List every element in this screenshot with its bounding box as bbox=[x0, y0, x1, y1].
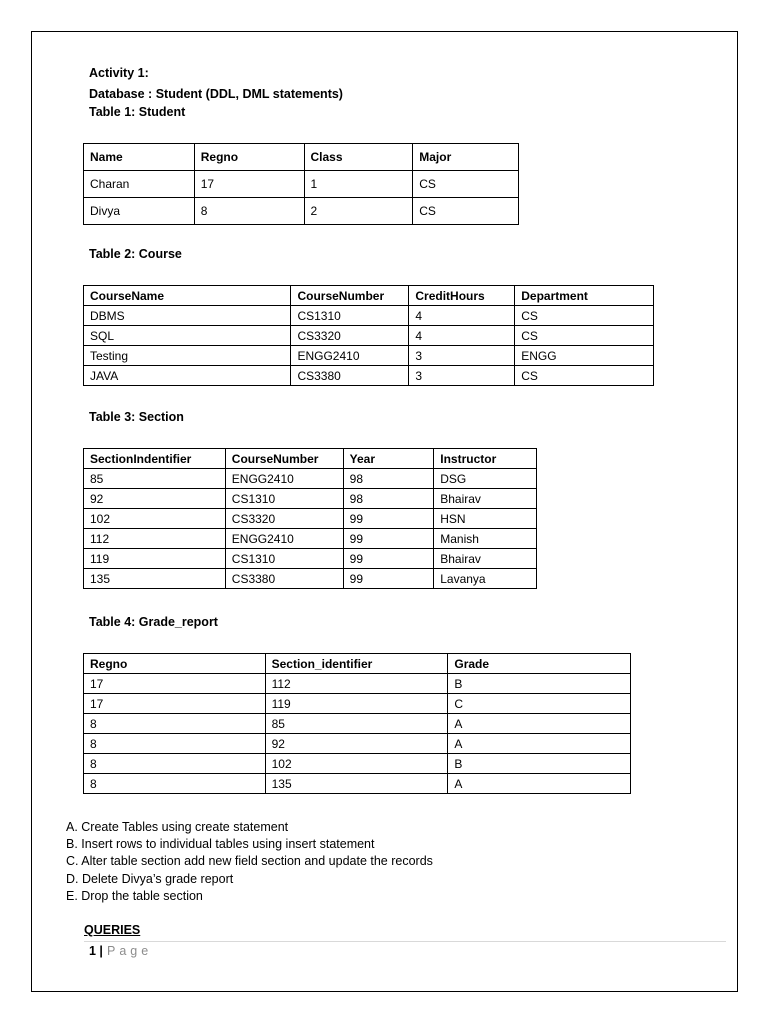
table-row bbox=[84, 734, 631, 754]
table-cell: 99 bbox=[343, 529, 434, 549]
table-cell: 3 bbox=[409, 346, 515, 366]
table-row bbox=[84, 326, 654, 346]
table-cell: CS3320 bbox=[225, 509, 343, 529]
table-cell: Charan bbox=[84, 171, 195, 198]
table-cell: 4 bbox=[409, 306, 515, 326]
table-cell: CS3320 bbox=[291, 326, 409, 346]
table-cell: CS bbox=[515, 326, 654, 346]
table-header-row bbox=[84, 449, 537, 469]
table-cell: Manish bbox=[434, 529, 537, 549]
table-cell: 8 bbox=[194, 198, 304, 225]
table-row bbox=[84, 469, 537, 489]
task-item: B. Insert rows to individual tables using insert statement bbox=[66, 837, 375, 852]
student-table bbox=[83, 143, 519, 225]
table-cell: B bbox=[448, 754, 631, 774]
table-cell: 102 bbox=[84, 509, 226, 529]
table-cell: 119 bbox=[265, 694, 448, 714]
section-table bbox=[83, 448, 537, 589]
table-cell: SQL bbox=[84, 326, 291, 346]
table-cell: ENGG2410 bbox=[225, 529, 343, 549]
table-header-row bbox=[84, 654, 631, 674]
table-cell: 98 bbox=[343, 489, 434, 509]
task-item: A. Create Tables using create statement bbox=[66, 820, 289, 834]
table-row bbox=[84, 489, 537, 509]
table-cell: 119 bbox=[84, 549, 226, 569]
table-cell: 17 bbox=[194, 171, 304, 198]
table-row bbox=[84, 171, 519, 198]
column-header: Regno bbox=[194, 144, 304, 171]
table-cell: JAVA bbox=[84, 366, 291, 386]
table-row bbox=[84, 306, 654, 326]
table-cell: ENGG2410 bbox=[291, 346, 409, 366]
column-header: SectionIndentifier bbox=[84, 449, 226, 469]
column-header: Department bbox=[515, 286, 654, 306]
table-row bbox=[84, 529, 537, 549]
table-row bbox=[84, 366, 654, 386]
table-cell: 112 bbox=[265, 674, 448, 694]
table4-caption: Table 4: Grade_report bbox=[89, 615, 218, 629]
task-list bbox=[66, 819, 433, 905]
course-table bbox=[83, 285, 654, 386]
table-row bbox=[84, 714, 631, 734]
table-cell: 8 bbox=[84, 734, 266, 754]
column-header: Section_identifier bbox=[265, 654, 448, 674]
table-cell: A bbox=[448, 774, 631, 794]
task-item: C. Alter table section add new field section and update the records bbox=[66, 854, 433, 869]
table-row bbox=[84, 754, 631, 774]
table-row bbox=[84, 509, 537, 529]
page-label: Page bbox=[107, 944, 153, 958]
table-cell: CS1310 bbox=[291, 306, 409, 326]
page-number: 1 | bbox=[89, 944, 103, 958]
table-cell: 2 bbox=[304, 198, 413, 225]
table-cell: ENGG bbox=[515, 346, 654, 366]
table-cell: 135 bbox=[84, 569, 226, 589]
footer-divider bbox=[84, 941, 726, 942]
table-cell: 85 bbox=[84, 469, 226, 489]
table-cell: 1 bbox=[304, 171, 413, 198]
table-cell: 99 bbox=[343, 569, 434, 589]
table-cell: 99 bbox=[343, 549, 434, 569]
column-header: CourseNumber bbox=[225, 449, 343, 469]
column-header: Regno bbox=[84, 654, 266, 674]
table-cell: DSG bbox=[434, 469, 537, 489]
column-header: Major bbox=[413, 144, 519, 171]
table-row bbox=[84, 549, 537, 569]
column-header: Name bbox=[84, 144, 195, 171]
table-cell: 8 bbox=[84, 774, 266, 794]
table-cell: 98 bbox=[343, 469, 434, 489]
table-cell: CS3380 bbox=[291, 366, 409, 386]
table-cell: 8 bbox=[84, 714, 266, 734]
column-header: Grade bbox=[448, 654, 631, 674]
table-cell: CS1310 bbox=[225, 489, 343, 509]
column-header: Year bbox=[343, 449, 434, 469]
column-header: CourseName bbox=[84, 286, 291, 306]
table-cell: 92 bbox=[265, 734, 448, 754]
table-row bbox=[84, 694, 631, 714]
table-cell: C bbox=[448, 694, 631, 714]
table-cell: CS bbox=[515, 366, 654, 386]
column-header: CourseNumber bbox=[291, 286, 409, 306]
table-cell: Testing bbox=[84, 346, 291, 366]
table-cell: A bbox=[448, 734, 631, 754]
table-cell: HSN bbox=[434, 509, 537, 529]
table-cell: A bbox=[448, 714, 631, 734]
table-cell: DBMS bbox=[84, 306, 291, 326]
table-header-row bbox=[84, 144, 519, 171]
table-cell: 17 bbox=[84, 694, 266, 714]
table-cell: CS bbox=[413, 171, 519, 198]
table-cell: 135 bbox=[265, 774, 448, 794]
table-row bbox=[84, 346, 654, 366]
table-cell: Divya bbox=[84, 198, 195, 225]
table-cell: ENGG2410 bbox=[225, 469, 343, 489]
table-row bbox=[84, 569, 537, 589]
table-cell: Lavanya bbox=[434, 569, 537, 589]
database-title: Database : Student (DDL, DML statements) bbox=[89, 87, 343, 101]
table-cell: Bhairav bbox=[434, 489, 537, 509]
table-cell: CS bbox=[515, 306, 654, 326]
table3-caption: Table 3: Section bbox=[89, 410, 184, 424]
table-cell: 8 bbox=[84, 754, 266, 774]
table-row bbox=[84, 774, 631, 794]
table-row bbox=[84, 674, 631, 694]
table-cell: 17 bbox=[84, 674, 266, 694]
table-cell: 85 bbox=[265, 714, 448, 734]
queries-heading: QUERIES bbox=[84, 923, 141, 937]
task-item: D. Delete Divya’s grade report bbox=[66, 871, 234, 886]
table-cell: 99 bbox=[343, 509, 434, 529]
table-cell: 112 bbox=[84, 529, 226, 549]
table-cell: CS3380 bbox=[225, 569, 343, 589]
table-row bbox=[84, 198, 519, 225]
column-header: Instructor bbox=[434, 449, 537, 469]
table2-caption: Table 2: Course bbox=[89, 247, 182, 261]
table-cell: CS1310 bbox=[225, 549, 343, 569]
table-cell: 102 bbox=[265, 754, 448, 774]
table1-caption: Table 1: Student bbox=[89, 105, 186, 119]
table-cell: 4 bbox=[409, 326, 515, 346]
table-cell: 92 bbox=[84, 489, 226, 509]
table-cell: CS bbox=[413, 198, 519, 225]
table-cell: Bhairav bbox=[434, 549, 537, 569]
grade-report-table bbox=[83, 653, 631, 794]
table-cell: B bbox=[448, 674, 631, 694]
task-item: E. Drop the table section bbox=[66, 888, 203, 903]
table-header-row bbox=[84, 286, 654, 306]
table-cell: 3 bbox=[409, 366, 515, 386]
column-header: Class bbox=[304, 144, 413, 171]
activity-title: Activity 1: bbox=[89, 66, 149, 80]
column-header: CreditHours bbox=[409, 286, 515, 306]
